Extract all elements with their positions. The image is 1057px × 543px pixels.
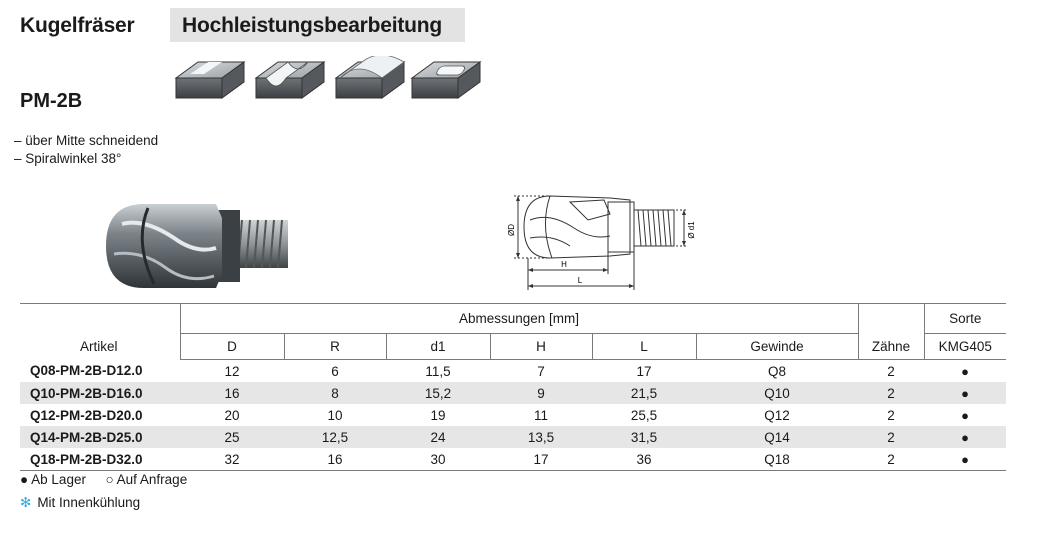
- dim-label-L: L: [577, 276, 583, 285]
- legend-on-request: ○ Auf Anfrage: [105, 472, 188, 487]
- channel-shape-icon: [256, 62, 324, 98]
- column-group-teeth-spacer: [858, 304, 924, 334]
- cell-d1: 15,2: [386, 382, 490, 404]
- cell-d1: 19: [430, 407, 446, 423]
- dim-label-D: ØD: [507, 224, 516, 236]
- cell-grade: ●: [924, 448, 1006, 471]
- cell-thread: Q10: [696, 382, 858, 404]
- article-cell: Q12-PM-2B-D20.0: [30, 407, 143, 423]
- cell-d1: 30: [386, 448, 490, 471]
- cell-teeth: 2: [858, 382, 924, 404]
- cell-D: 20: [224, 407, 240, 423]
- cell-grade: ●: [924, 426, 1006, 448]
- cell-teeth: 2: [887, 363, 895, 379]
- product-code: PM-2B: [20, 90, 83, 112]
- cell-L: 21,5: [592, 382, 696, 404]
- article-cell: Q10-PM-2B-D16.0: [20, 382, 180, 404]
- dim-label-H: H: [561, 260, 567, 269]
- column-header-article: Artikel: [20, 304, 180, 360]
- table-row: [20, 426, 1006, 448]
- table-row: [20, 448, 1006, 471]
- groove-shape-icon: [336, 56, 404, 98]
- cell-d1: 11,5: [425, 363, 451, 379]
- cell-R: 6: [331, 363, 339, 379]
- cell-H: 7: [537, 363, 545, 379]
- legend-cooling: Mit Innenkühlung: [37, 495, 141, 510]
- column-header-H: H: [490, 334, 592, 360]
- cell-D: 25: [180, 426, 284, 448]
- table-row: [20, 404, 1006, 426]
- article-cell: Q18-PM-2B-D32.0: [20, 448, 180, 471]
- cell-teeth: 2: [887, 407, 895, 423]
- cell-H: 9: [490, 382, 592, 404]
- table-row: [20, 382, 1006, 404]
- feature-item: – über Mitte schneidend: [14, 132, 158, 150]
- column-header-L: L: [592, 334, 696, 360]
- cell-d1: 24: [386, 426, 490, 448]
- column-header-R: R: [284, 334, 386, 360]
- column-header-D: D: [180, 334, 284, 360]
- cell-grade: ●: [961, 407, 969, 423]
- cell-teeth: 2: [858, 426, 924, 448]
- column-header-thread: Gewinde: [696, 334, 858, 360]
- cell-D: 32: [180, 448, 284, 471]
- cell-L: 25,5: [630, 407, 658, 423]
- column-header-d1: d1: [386, 334, 490, 360]
- cell-grade: ●: [961, 363, 969, 379]
- cell-L: 31,5: [592, 426, 696, 448]
- category-title: Kugelfräser: [20, 14, 135, 37]
- cell-R: 16: [284, 448, 386, 471]
- dimension-drawing: [500, 190, 710, 292]
- cell-H: 11: [533, 407, 548, 423]
- feature-list: [14, 132, 158, 168]
- machining-shapes-icons: [172, 56, 482, 106]
- article-cell: Q08-PM-2B-D12.0: [30, 363, 143, 379]
- availability-legend: [20, 472, 187, 487]
- article-cell: Q14-PM-2B-D25.0: [20, 426, 180, 448]
- cell-H: 17: [490, 448, 592, 471]
- table-row: [20, 360, 1006, 383]
- column-header-teeth: Zähne: [858, 334, 924, 360]
- cell-L: 17: [636, 363, 652, 379]
- cell-thread: Q12: [764, 407, 790, 423]
- cell-thread: Q18: [696, 448, 858, 471]
- cell-R: 12,5: [284, 426, 386, 448]
- cell-thread: Q8: [767, 363, 786, 379]
- cell-thread: Q14: [696, 426, 858, 448]
- cell-D: 16: [180, 382, 284, 404]
- pocket-shape-icon: [412, 62, 480, 98]
- coolant-icon: ✻: [20, 495, 32, 510]
- feature-item: – Spiralwinkel 38°: [14, 150, 158, 168]
- subcategory-title: Hochleistungsbearbeitung: [182, 14, 443, 37]
- milling-head-photo: [104, 198, 304, 294]
- cell-R: 10: [327, 407, 343, 423]
- specification-table: [20, 303, 1006, 471]
- column-group-grade: Sorte: [924, 304, 1006, 334]
- legend-in-stock: ● Ab Lager: [20, 472, 86, 487]
- column-header-grade: KMG405: [924, 334, 1006, 360]
- cell-R: 8: [284, 382, 386, 404]
- dim-label-d1: Ø d1: [687, 221, 696, 239]
- cell-H: 13,5: [490, 426, 592, 448]
- slot-shape-icon: [176, 62, 244, 98]
- column-group-dimensions: Abmessungen [mm]: [180, 304, 858, 334]
- cell-D: 12: [224, 363, 240, 379]
- cell-L: 36: [592, 448, 696, 471]
- cell-teeth: 2: [858, 448, 924, 471]
- cell-grade: ●: [924, 382, 1006, 404]
- cooling-legend: [20, 495, 140, 511]
